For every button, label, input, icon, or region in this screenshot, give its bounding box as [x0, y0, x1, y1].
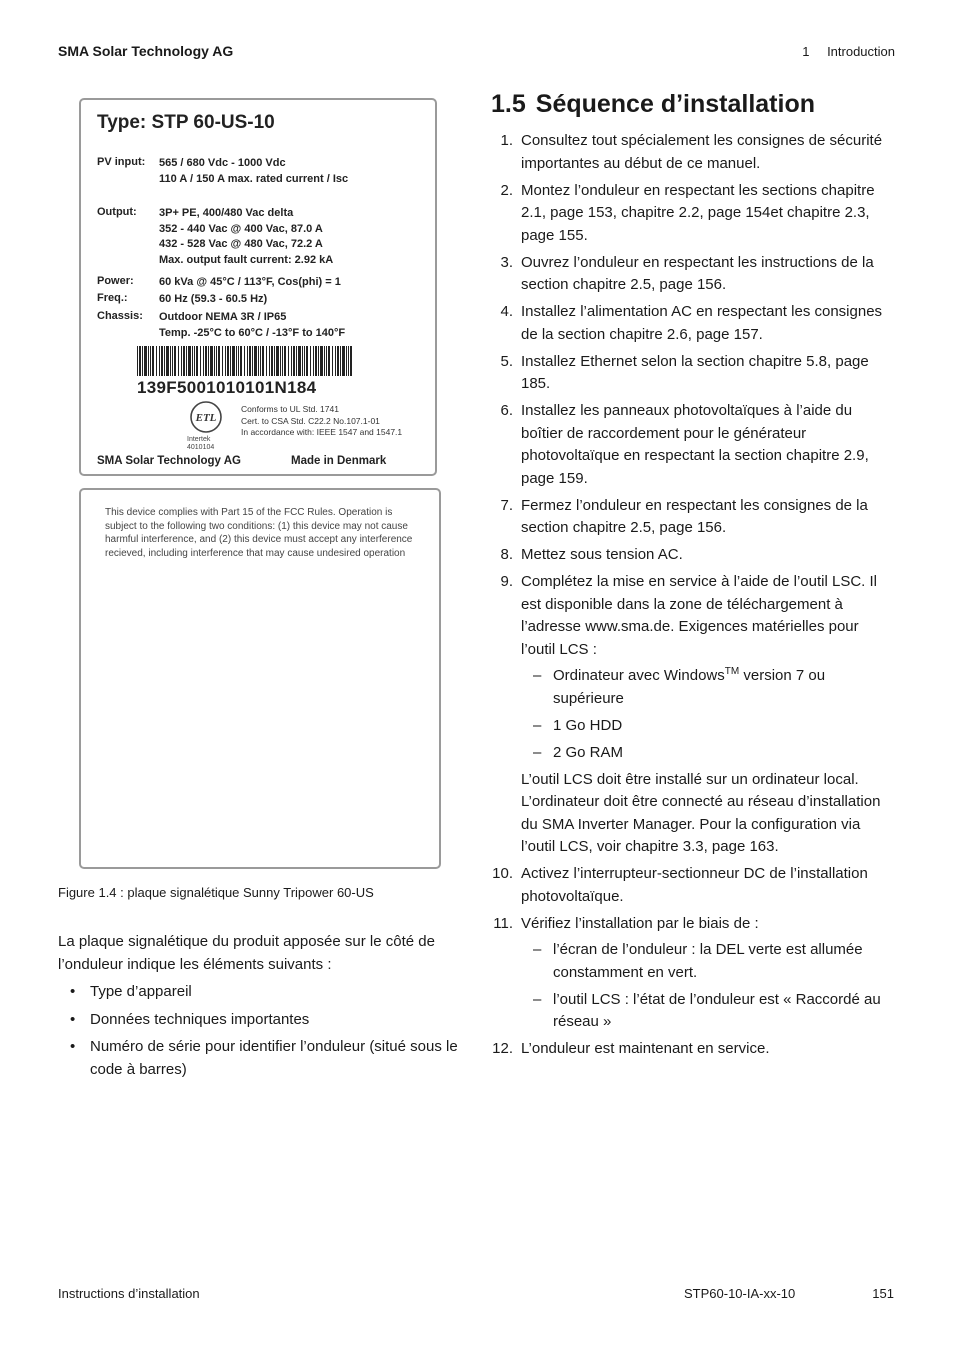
barcode-bar [335, 346, 336, 376]
barcode-bar [249, 346, 251, 376]
barcode-bar [164, 346, 165, 376]
step-9-note: L’outil LCS doit être installé sur un ordinateur local. L’ordinateur doit être connecté au réseau d’installation du SMA Inverter Manager. Pour la configuration via l’outil LCS, voir chapitre 3.3, page 163. [521, 770, 881, 855]
nameplate-value-power [159, 275, 341, 291]
step-text: Installez l’alimentation AC en respectant les consignes de la section chapitre 2.6, page 157. [521, 303, 883, 343]
barcode-bar [310, 346, 311, 376]
barcode-bar [340, 346, 341, 376]
dash-marker: – [533, 941, 542, 958]
barcode-bar [326, 346, 327, 376]
footer-document-type: Instructions d’installation [58, 1286, 200, 1301]
sub-item [521, 665, 893, 710]
nameplate-line: 565 / 680 Vdc - 1000 Vdc [159, 157, 286, 169]
sub-item [521, 939, 893, 984]
nameplate-label-chassis: Chassis: [97, 310, 143, 322]
step-number: 10. [492, 865, 513, 882]
bullet-text: Type d’appareil [90, 983, 192, 1000]
installation-steps [491, 130, 893, 1065]
dash-marker: – [533, 667, 542, 684]
sub-item [521, 715, 893, 738]
nameplate-label-pv: PV input: [97, 156, 146, 168]
step-number: 2. [500, 181, 513, 199]
barcode-bar [238, 346, 239, 376]
nameplate-label-output: Output: [97, 206, 137, 218]
header-chapter-number: 1 [802, 44, 810, 59]
barcode-bar [350, 346, 352, 376]
barcode-bar [188, 346, 191, 376]
barcode-graphic [137, 346, 355, 376]
header-chapter [802, 44, 895, 59]
nameplate-label [79, 98, 437, 476]
nameplate-line: Temp. -25°C to 60°C / -13°F to 140°F [159, 326, 346, 339]
step-9-requirements [521, 665, 893, 764]
intertek-line: 4010104 [187, 444, 215, 451]
figure-caption: Figure 1.4 : plaque signalétique Sunny Tripower 60-US [58, 885, 374, 900]
bullet-marker: • [70, 983, 76, 1000]
nameplate-origin: Made in Denmark [291, 455, 387, 467]
nameplate-line: 3P+ PE, 400/480 Vac delta [159, 207, 294, 219]
barcode-bar [252, 346, 253, 376]
bullet-marker: • [70, 1010, 76, 1028]
step-text: Montez l’onduleur en respectant les sections chapitre 2.1, page 153, chapitre 2.2, page 154et chapitre 2.3, page 155. [521, 181, 875, 244]
step-12 [491, 1038, 893, 1061]
step-6 [491, 400, 893, 490]
step-number: 3. [500, 253, 513, 271]
certification-text [241, 404, 402, 439]
barcode-bar [210, 346, 213, 376]
barcode-bar [318, 346, 319, 376]
barcode-bar [324, 346, 325, 376]
barcode-bar [288, 346, 289, 376]
barcode-bar [150, 346, 151, 376]
fcc-label [79, 488, 441, 869]
barcode-bar [148, 346, 149, 376]
barcode-bar [232, 346, 235, 376]
bullet-item [58, 1036, 460, 1081]
etl-certification-icon [189, 400, 223, 434]
barcode-bar [298, 346, 301, 376]
nameplate-line: Max. output fault current: 2.92 kA [159, 253, 334, 266]
barcode-bar [240, 346, 242, 376]
step-text: Vérifiez l’installation par le biais de : [521, 914, 759, 932]
barcode-bar [208, 346, 209, 376]
section-title: Séquence d’installation [535, 90, 815, 118]
nameplate-line: Outdoor NEMA 3R / IP65 [159, 311, 287, 323]
step-text: Mettez sous tension AC. [521, 546, 683, 563]
barcode-bar [200, 346, 201, 376]
nameplate-value-freq [159, 292, 267, 308]
barcode-bar [269, 346, 270, 376]
barcode-bar [276, 346, 279, 376]
barcode-bar [170, 346, 171, 376]
barcode-bar [230, 346, 231, 376]
barcode-bar [181, 346, 182, 376]
barcode-bar [315, 346, 317, 376]
barcode-bar [304, 346, 305, 376]
barcode-bar [302, 346, 303, 376]
barcode-bar [161, 346, 163, 376]
barcode-bar [262, 346, 264, 376]
barcode-bar [306, 346, 308, 376]
footer-page-number: 151 [872, 1286, 894, 1301]
step-10 [491, 863, 893, 908]
intro-paragraph: La plaque signalétique du produit apposée sur le côté de l’onduleur indique les éléments suivants : [58, 933, 435, 973]
step-5 [491, 351, 893, 396]
dash-marker: – [533, 990, 542, 1008]
barcode-bar [216, 346, 217, 376]
sub-item [521, 989, 893, 1034]
nameplate-type: Type: STP 60-US-10 [97, 112, 275, 133]
trademark-mark: TM [724, 666, 740, 677]
barcode-bar [266, 346, 267, 376]
barcode-bar [178, 346, 179, 376]
nameplate-label-power: Power: [97, 275, 134, 287]
barcode-bar [174, 346, 176, 376]
step-9 [491, 571, 893, 859]
sub-text: version 7 ou supérieure [553, 667, 826, 707]
sub-item [521, 742, 893, 765]
barcode-bar [214, 346, 215, 376]
step-text: Fermez l’onduleur en respectant les consignes de la section chapitre 2.5, page 156. [521, 496, 868, 536]
sub-text: Ordinateur avec Windows [553, 667, 725, 684]
sub-text: l’écran de l’onduleur : la DEL verte est allumée constamment en vert. [553, 941, 863, 981]
barcode-bar [186, 346, 187, 376]
cert-line: Cert. to CSA Std. C22.2 No.107.1-01 [241, 415, 380, 426]
barcode-bar [284, 346, 286, 376]
serial-number: 139F5001010101N184 [137, 378, 317, 397]
header-chapter-title: Introduction [827, 44, 895, 59]
barcode-bar [205, 346, 207, 376]
footer-document-code: STP60-10-IA-xx-10 [684, 1286, 796, 1301]
step-number: 4. [500, 303, 513, 320]
nameplate-line: 432 - 528 Vac @ 480 Vac, 72.2 A [159, 238, 323, 250]
step-number: 9. [500, 573, 513, 590]
bullet-item [58, 1009, 460, 1032]
step-number: 7. [500, 496, 513, 514]
nameplate-value-chassis [159, 310, 345, 341]
step-text: Installez Ethernet selon la section chapitre 5.8, page 185. [521, 352, 869, 392]
bullet-item [58, 981, 460, 1004]
barcode-bar [260, 346, 261, 376]
step-7 [491, 495, 893, 540]
barcode-bar [159, 346, 160, 376]
barcode-bar [280, 346, 281, 376]
barcode-bar [293, 346, 295, 376]
cert-line: Conforms to UL Std. 1741 [241, 404, 339, 414]
nameplate-description [58, 931, 460, 1086]
nameplate-line: 60 kVa @ 45°C / 113°F, Cos(phi) = 1 [159, 276, 341, 288]
sub-text: 2 Go RAM [553, 743, 624, 761]
step-text: Ouvrez l’onduleur en respectant les instructions de la section chapitre 2.5, page 156. [521, 253, 874, 293]
nameplate-line: 110 A / 150 A max. rated current / Isc [159, 172, 349, 185]
nameplate-label-freq: Freq.: [97, 292, 128, 304]
barcode-bar [313, 346, 314, 376]
step-number: 11. [493, 914, 513, 932]
barcode-bar [225, 346, 226, 376]
section-heading [491, 90, 815, 119]
step-number: 6. [500, 402, 513, 419]
barcode-bar [196, 346, 198, 376]
nameplate-line: 352 - 440 Vac @ 400 Vac, 87.0 A [159, 222, 323, 235]
nameplate-line: 60 Hz (59.3 - 60.5 Hz) [159, 293, 268, 305]
step-text: Consultez tout spécialement les consignes de sécurité importantes au début de ce manuel. [521, 132, 883, 172]
barcode-bar [142, 346, 143, 376]
sub-text: l’outil LCS : l’état de l’onduleur est « Raccordé au réseau » [553, 990, 881, 1030]
step-1 [491, 130, 893, 175]
step-11 [491, 913, 893, 1034]
nameplate-manufacturer: SMA Solar Technology AG [97, 455, 241, 467]
header-company: SMA Solar Technology AG [58, 43, 234, 59]
step-2 [491, 180, 893, 248]
barcode-bar [183, 346, 185, 376]
step-3 [491, 252, 893, 297]
barcode-bar [166, 346, 169, 376]
barcode-bar [258, 346, 259, 376]
barcode-bar [236, 346, 237, 376]
barcode-bar [291, 346, 292, 376]
barcode-bar [274, 346, 275, 376]
bullet-marker: • [70, 1038, 76, 1055]
step-4 [491, 301, 893, 346]
barcode-bar [139, 346, 141, 376]
barcode-bar [244, 346, 245, 376]
barcode-bar [137, 346, 138, 376]
barcode-bar [282, 346, 283, 376]
barcode-bar [332, 346, 333, 376]
barcode-bar [194, 346, 195, 376]
intertek-line: Intertek [187, 436, 211, 443]
sub-text: 1 Go HDD [553, 716, 623, 734]
barcode-bar [172, 346, 173, 376]
barcode-bar [227, 346, 229, 376]
barcode-bar [296, 346, 297, 376]
barcode-bar [328, 346, 330, 376]
dash-marker: – [533, 743, 542, 761]
barcode-bar [192, 346, 193, 376]
step-number: 1. [500, 132, 513, 149]
step-11-checks [521, 939, 893, 1034]
step-text: Complétez la mise en service à l’aide de l’outil LSC. Il est disponible dans la zone de téléchargement à l’adresse www.sma.de. Exigences matérielles pour l’outil LCS : [521, 573, 877, 658]
step-number: 8. [500, 546, 513, 563]
barcode-bar [156, 346, 157, 376]
step-number: 5. [500, 352, 513, 370]
barcode-bar [152, 346, 154, 376]
bullet-text: Numéro de série pour identifier l’onduleur (situé sous le code à barres) [90, 1038, 458, 1078]
barcode-bar [247, 346, 248, 376]
barcode-bar [337, 346, 339, 376]
barcode-bar [222, 346, 223, 376]
barcode-bar [348, 346, 349, 376]
fcc-statement: This device complies with Part 15 of the FCC Rules. Operation is subject to the following two conditions: (1) this device may not cause harmful interference, and (2) this device must accept any interference recieved, including interference that may cause undesired operation [105, 507, 413, 559]
step-text: L’onduleur est maintenant en service. [521, 1040, 770, 1057]
barcode-bar [342, 346, 345, 376]
barcode-bar [254, 346, 257, 376]
etl-mark-text: ETL [195, 412, 217, 424]
bullet-text: Données techniques importantes [90, 1010, 310, 1028]
barcode-bar [271, 346, 273, 376]
nameplate-value-output [159, 206, 333, 268]
step-number: 12. [492, 1040, 513, 1057]
step-text: Activez l’interrupteur-sectionneur DC de l’installation photovoltaïque. [521, 865, 868, 905]
barcode-bar [346, 346, 347, 376]
barcode-bar [218, 346, 220, 376]
barcode-bar [320, 346, 323, 376]
nameplate-value-pv [159, 156, 348, 187]
barcode-bar [144, 346, 147, 376]
cert-line: In accordance with: IEEE 1547 and 1547.1 [241, 427, 403, 437]
intertek-label [187, 436, 214, 452]
section-number: 1.5 [491, 90, 526, 118]
barcode-bar [203, 346, 204, 376]
dash-marker: – [533, 716, 542, 734]
step-8 [491, 544, 893, 567]
step-text: Installez les panneaux photovoltaïques à l’aide du boîtier de raccordement pour le générateur photovoltaïque en respectant la section chapitre 2.9, page 159. [521, 402, 869, 487]
